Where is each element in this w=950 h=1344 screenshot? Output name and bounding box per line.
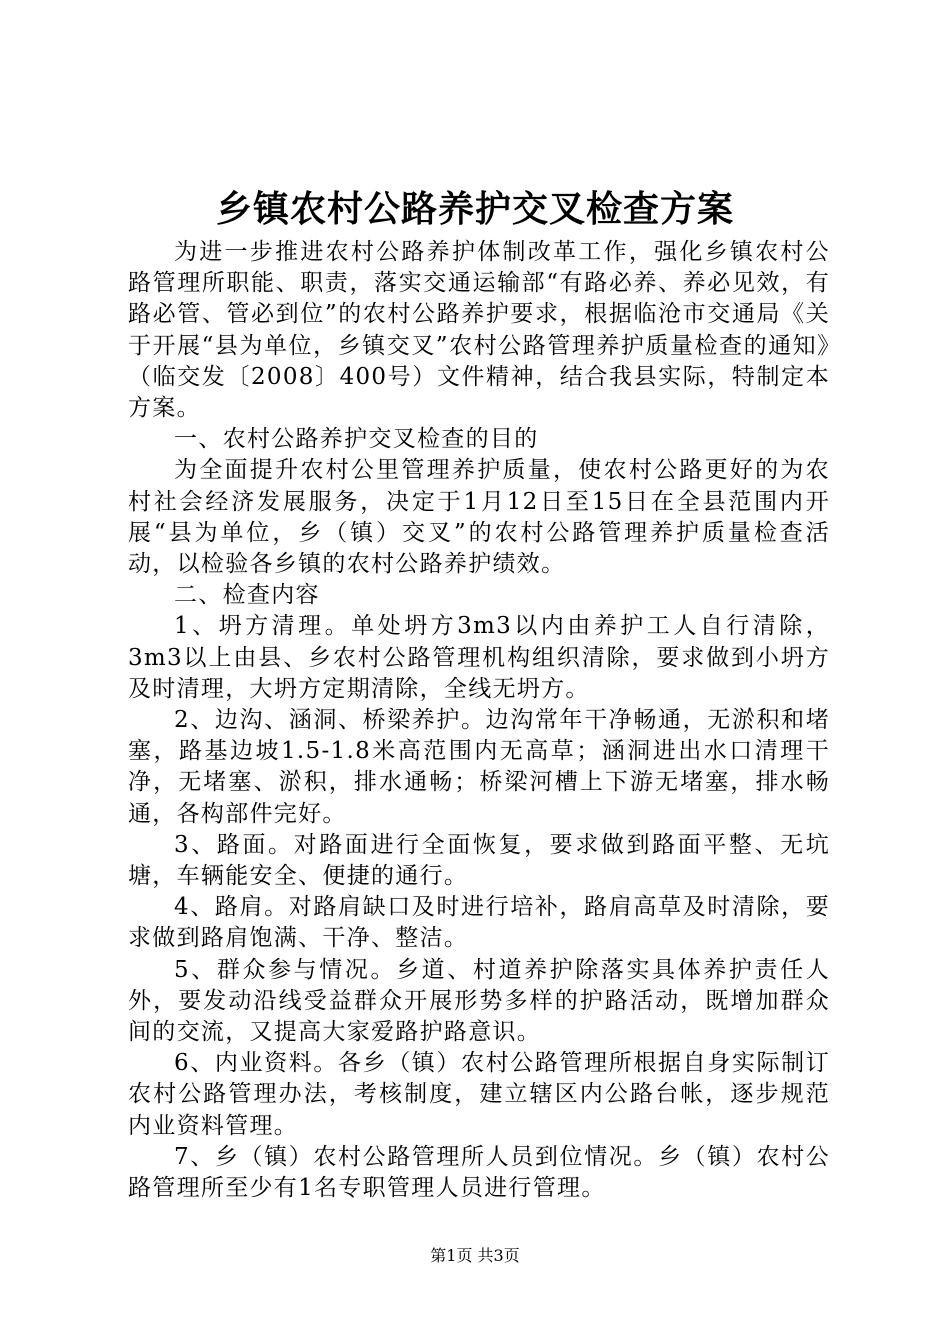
content-item-1: 1、坍方清理。单处坍方3m3以内由养护工人自行清除，3m3以上由县、乡农村公路管理机构组织清除，要求做到小坍方及时清理，大坍方定期清除，全线无坍方。 <box>128 613 830 702</box>
content-item-7: 7、乡（镇）农村公路管理所人员到位情况。乡（镇）农村公路管理所至少有1名专职管理人员进行管理。 <box>128 1143 830 1202</box>
section-heading-purpose: 一、农村公路养护交叉检查的目的 <box>174 426 539 453</box>
purpose-paragraph: 为全面提升农村公里管理养护质量，使农村公路更好的为农村社会经济发展服务，决定于1月12日至15日在全县范围内开展“县为单位，乡（镇）交叉”的农村公路管理养护质量检查活动，以检验各乡镇的农村公路养护绩效。 <box>128 457 830 578</box>
page-number-footer: 第1页 共3页 <box>430 1246 520 1265</box>
content-item-4: 4、路肩。对路肩缺口及时进行培补，路肩高草及时清除，要求做到路肩饱满、干净、整洁。 <box>128 894 830 952</box>
intro-paragraph: 为进一步推进农村公路养护体制改革工作，强化乡镇农村公路管理所职能、职责，落实交通运输部“有路必养、养必见效，有路必管、管必到位”的农村公路养护要求，根据临沧市交通局《关于开展“县为单位，乡镇交叉”农村公路管理养护质量检查的通知》（临交发〔2008〕400号）文件精神，结合我县实际，特制定本方案。 <box>128 239 830 422</box>
section-heading-content: 二、检查内容 <box>174 582 320 609</box>
document-title: 乡镇农村公路养护交叉检查方案 <box>215 188 734 230</box>
document-body <box>128 237 830 1204</box>
content-item-2: 2、边沟、涵洞、桥梁养护。边沟常年干净畅通，无淤积和堵塞，路基边坡1.5-1.8米高范围内无高草；涵洞进出水口清理干净，无堵塞、淤积，排水通畅；桥梁河槽上下游无堵塞，排水畅通，各构部件完好。 <box>128 707 830 827</box>
content-item-6: 6、内业资料。各乡（镇）农村公路管理所根据自身实际制订农村公路管理办法，考核制度，建立辖区内公路台帐，逐步规范内业资料管理。 <box>128 1050 830 1139</box>
content-item-3: 3、路面。对路面进行全面恢复，要求做到路面平整、无坑塘，车辆能安全、便捷的通行。 <box>128 831 830 890</box>
content-item-5: 5、群众参与情况。乡道、村道养护除落实具体养护责任人外，要发动沿线受益群众开展形势多样的护路活动，既增加群众间的交流，又提高大家爱路护路意识。 <box>128 956 830 1046</box>
